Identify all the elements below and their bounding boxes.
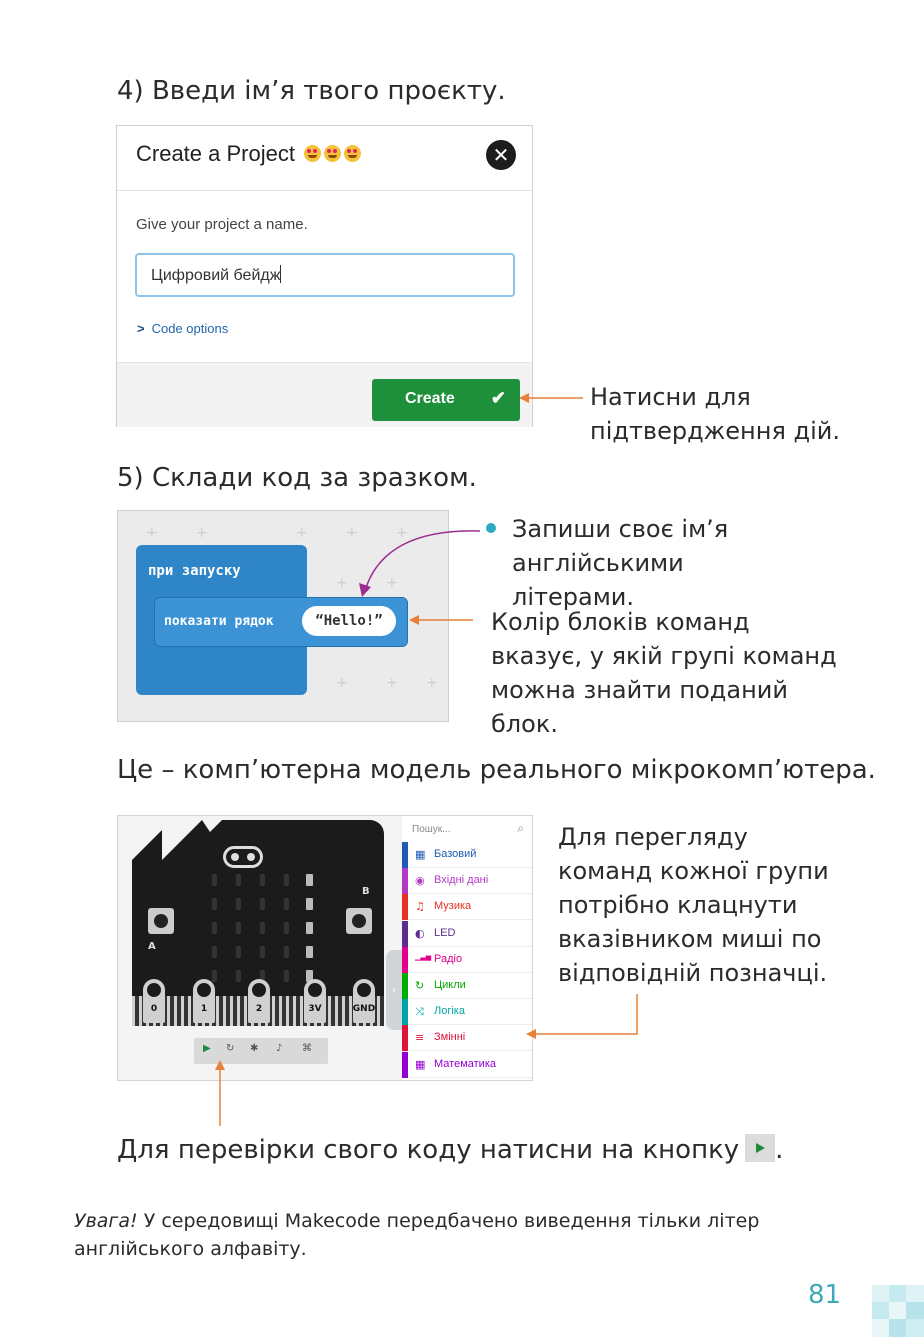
pin-3v[interactable] [304, 979, 326, 1023]
arrow-to-variables-icon [522, 990, 642, 1040]
project-name-label: Give your project a name. [136, 216, 308, 233]
led-pixel [260, 946, 265, 958]
arrow-to-play-icon [210, 1058, 230, 1128]
search-placeholder: Пошук... [412, 824, 451, 835]
show-string-label: показати рядок [164, 614, 274, 629]
check-end: . [775, 1135, 784, 1165]
toolbox-item-label: Базовий [434, 848, 477, 860]
led-pixel [306, 922, 313, 934]
button-a-label: A [148, 941, 156, 952]
code-options-toggle[interactable] [137, 321, 228, 336]
led-pixel [236, 946, 241, 958]
close-icon[interactable]: ✕ [486, 140, 516, 170]
pin-gnd[interactable] [353, 979, 375, 1023]
model-text: Це – комп’ютерна модель реального мікрокомп’ютера. [117, 755, 876, 785]
led-pixel [236, 898, 241, 910]
dialog-title-text: Create a Project [136, 141, 295, 166]
led-pixel [306, 874, 313, 886]
target-icon: ◉ [415, 874, 425, 888]
color-note: Колір блоків команд вказує, у якій групі команд можна знайти поданий блок. [491, 608, 837, 738]
warning-text: У середовищі Makecode передбачено виведення тільки літер англійського алфавіту. [74, 1210, 760, 1260]
restart-icon[interactable]: ↻ [226, 1043, 235, 1054]
create-button-label: Create [405, 390, 455, 407]
headphones-icon: ♫ [415, 900, 425, 914]
led-pixel [260, 874, 265, 886]
dialog-header [117, 126, 532, 191]
led-pixel [212, 970, 217, 982]
signal-icon: ▁▃▅ [415, 952, 432, 961]
led-pixel [236, 874, 241, 886]
led-pixel [306, 946, 313, 958]
pin-0[interactable] [143, 979, 165, 1023]
led-pixel [236, 970, 241, 982]
button-b[interactable] [346, 908, 372, 934]
grid-icon: ▦ [415, 848, 426, 861]
toolbox-item[interactable] [402, 973, 533, 999]
category-color-bar [402, 1052, 408, 1078]
category-color-bar [402, 842, 408, 868]
led-pixel [284, 946, 289, 958]
led-pixel [212, 898, 217, 910]
toolbox-item-label: Вхідні дані [434, 874, 489, 887]
code-workspace: + + + + + + + + + + при запуску показати рядок “Hello!” [117, 510, 449, 722]
led-pixel [212, 946, 217, 958]
toolbox-item[interactable] [402, 1052, 533, 1078]
led-pixel [212, 874, 217, 886]
string-value: Hello! [323, 613, 375, 629]
led-pixel [284, 970, 289, 982]
create-note: Натисни для підтвердження дій. [590, 383, 840, 445]
toolbox-item[interactable] [402, 921, 533, 947]
name-note: Запиши своє ім’я англійськими літерами. [512, 515, 729, 611]
button-b-label: B [362, 886, 370, 897]
toolbox-search[interactable] [402, 816, 533, 842]
led-pixel [260, 898, 265, 910]
sound-icon[interactable]: ♪ [276, 1043, 283, 1054]
search-icon: ⌕ [517, 821, 524, 835]
calculator-icon: ▦ [415, 1057, 426, 1071]
toolbox-item[interactable] [402, 947, 533, 973]
category-color-bar [402, 894, 408, 920]
text-caret [280, 265, 281, 283]
pin-2[interactable] [248, 979, 270, 1023]
microbit-face-logo [223, 846, 263, 868]
create-button[interactable] [372, 379, 520, 421]
project-name-value: Цифровий бейдж [151, 267, 281, 284]
led-pixel [306, 898, 313, 910]
dialog-title [136, 141, 361, 167]
collapse-simulator-tab[interactable]: ‹ [386, 950, 402, 1030]
code-options-label: Code options [151, 321, 229, 336]
checkmark-icon: ✔ [490, 388, 506, 408]
dialog-footer [117, 362, 532, 427]
category-color-bar [402, 973, 408, 999]
fullscreen-icon[interactable]: ⌘ [302, 1043, 312, 1054]
check-text: Для перевірки свого коду натисни на кнопку [117, 1135, 740, 1165]
toolbox-note: Для перегляду команд кожної групи потрібно клацнути вказівником миші по відповідній позначці. [558, 823, 829, 987]
play-icon[interactable]: ▶ [203, 1043, 211, 1054]
pin-label: 0 [150, 1004, 158, 1014]
arrow-to-create-icon [515, 388, 585, 408]
pin-label: 1 [200, 1004, 208, 1014]
step-5-heading: 5) Склади код за зразком. [117, 463, 477, 493]
category-color-bar [402, 1025, 408, 1051]
arrow-to-string-icon [405, 610, 475, 630]
led-pixel [260, 922, 265, 934]
toolbox-item-label: Математика [434, 1057, 496, 1070]
pin-label: 2 [255, 1004, 263, 1014]
toolbox-item[interactable] [402, 868, 533, 894]
pin-label: GND [352, 1004, 376, 1014]
category-color-bar [402, 999, 408, 1025]
pin-1[interactable] [193, 979, 215, 1023]
on-start-label: при запуску [148, 563, 241, 579]
warning-label: Увага! [74, 1210, 138, 1232]
toolbox-item-label: Логіка [434, 1005, 465, 1018]
category-color-bar [402, 868, 408, 894]
refresh-icon: ↻ [415, 979, 425, 992]
debug-icon[interactable]: ✱ [250, 1043, 259, 1054]
category-color-bar [402, 921, 408, 947]
lines-icon: ≡ [415, 1031, 425, 1045]
string-value-field[interactable]: “Hello!” [302, 606, 396, 636]
led-pixel [284, 898, 289, 910]
heart-eyes-emoji-icon [304, 145, 321, 162]
toolbox [402, 816, 533, 1081]
led-pixel [236, 922, 241, 934]
page-number: 81 [808, 1280, 842, 1310]
create-project-dialog [116, 125, 533, 427]
check-instruction [117, 1134, 783, 1165]
toolbox-item[interactable] [402, 894, 533, 920]
toolbox-item[interactable] [402, 999, 533, 1025]
curved-arrow-icon [355, 525, 485, 600]
led-pixel [212, 922, 217, 934]
toolbox-item-label: Музика [434, 900, 472, 913]
led-pixel [284, 874, 289, 886]
led-pixel [284, 922, 289, 934]
play-button-icon [745, 1134, 775, 1162]
bullet-dot [486, 523, 496, 533]
toolbox-item[interactable] [402, 842, 533, 868]
toolbox-item-label: Радіо [434, 952, 463, 965]
pin-label: 3V [308, 1004, 322, 1014]
project-name-input[interactable] [135, 253, 515, 297]
toolbox-item[interactable] [402, 1025, 533, 1051]
category-color-bar [402, 947, 408, 973]
button-a[interactable] [148, 908, 174, 934]
heart-eyes-emoji-icon [324, 145, 341, 162]
toolbox-item-label: LED [434, 926, 456, 939]
microbit-simulator [117, 815, 533, 1081]
toggle-icon: ◐ [415, 926, 425, 940]
toolbox-item-label: Змінні [434, 1031, 466, 1044]
corner-pattern [872, 1285, 924, 1337]
toolbox-item-label: Цикли [434, 979, 466, 991]
shuffle-icon: ⤨ [415, 1005, 424, 1019]
heart-eyes-emoji-icon [344, 145, 361, 162]
step-4-heading: 4) Введи ім’я твого проєкту. [117, 76, 506, 106]
warning-note [74, 1207, 844, 1263]
chevron-right-icon: > [137, 321, 145, 336]
